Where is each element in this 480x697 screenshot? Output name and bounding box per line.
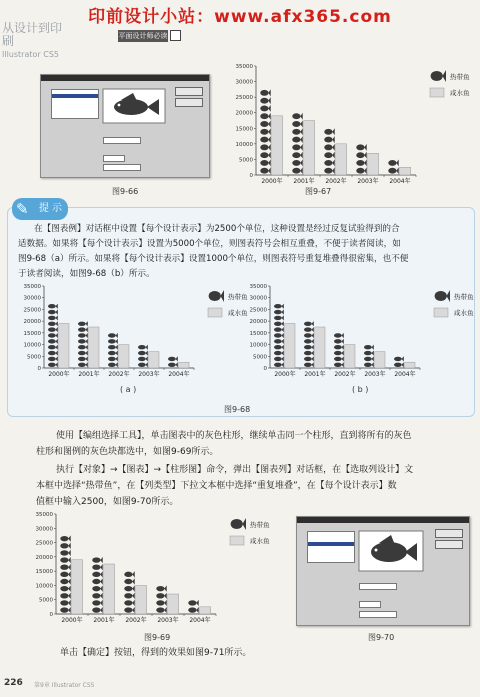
- book-title-line1: 从设计到印刷: [2, 21, 63, 48]
- caption-fig68b: ( b ): [352, 385, 369, 394]
- fish-icon: [274, 309, 284, 314]
- y-tick-label: 0: [263, 366, 267, 372]
- fish-icon: [388, 167, 398, 174]
- design-fraction-select[interactable]: [103, 164, 141, 171]
- fish-icon: [48, 362, 58, 367]
- fish-icon: [260, 144, 270, 151]
- fish-icon: [274, 321, 284, 326]
- fish-icon: [292, 121, 302, 128]
- p2-line: 执行【对象】→【图表】→【柱形图】命令，弹出【图表列】对话框，在【选取列设计】文: [56, 465, 414, 475]
- bar-hot: [394, 356, 404, 367]
- y-tick-label: 25000: [35, 540, 53, 547]
- x-tick-label: 2002年: [334, 371, 356, 378]
- fish-icon: [394, 362, 404, 367]
- fish-icon: [60, 550, 70, 556]
- bar-salt: [285, 323, 295, 368]
- y-tick-label: 5000: [239, 157, 253, 164]
- fish-icon: [188, 607, 198, 613]
- fish-icon: [108, 356, 118, 361]
- fish-icon: [356, 152, 366, 159]
- fish-icon: [356, 167, 366, 174]
- y-tick-label: 35000: [23, 284, 41, 290]
- y-tick-label: 5000: [39, 597, 53, 604]
- selected-list-item[interactable]: [52, 94, 98, 98]
- y-tick-label: 10000: [23, 342, 41, 349]
- fish-icon: [260, 121, 270, 128]
- fish-icon: [78, 333, 88, 338]
- fish-icon: [324, 144, 334, 151]
- fish-icon: [108, 333, 118, 338]
- column-type-select[interactable]: [359, 583, 397, 590]
- bar-salt: [89, 327, 99, 368]
- fish-icon: [124, 578, 134, 584]
- fish-icon: [60, 600, 70, 606]
- x-tick-label: 2004年: [389, 178, 411, 185]
- tip-text: [18, 222, 472, 282]
- fish-icon: [92, 578, 102, 584]
- fish-icon: [274, 362, 284, 367]
- bar-hot: [124, 571, 134, 613]
- fish-icon: [274, 327, 284, 332]
- tip-line: 于读者阅读，如图9-68（b）所示。: [18, 269, 155, 279]
- fish-icon: [124, 593, 134, 599]
- fish-icon: [274, 304, 284, 309]
- caption-fig70: 图9-70: [368, 633, 395, 642]
- fish-icon: [292, 136, 302, 143]
- fish-icon: [48, 327, 58, 332]
- fish-icon: [292, 128, 302, 135]
- column-design-list[interactable]: [307, 531, 355, 563]
- fish-icon: [92, 571, 102, 577]
- fish-icon: [394, 356, 404, 361]
- y-tick-label: 15000: [23, 330, 41, 337]
- bar-salt: [345, 345, 355, 368]
- fish-icon: [356, 144, 366, 151]
- fish-icon: [304, 339, 314, 344]
- legend-salt-swatch: [230, 536, 244, 545]
- fish-icon: [92, 607, 102, 613]
- legend-salt-label: 咸水鱼: [250, 537, 270, 545]
- x-tick-label: 2003年: [157, 617, 179, 624]
- tip-line: 在【图表例】对话框中设置【每个设计表示】为2500个单位，这种设置是经过反复试验得到的合: [34, 224, 400, 234]
- bar-hot: [260, 89, 270, 174]
- bar-salt: [315, 327, 325, 368]
- fish-icon: [48, 356, 58, 361]
- fish-icon: [108, 350, 118, 355]
- fish-icon: [78, 321, 88, 326]
- chart-column-dialog-fig66: [40, 74, 210, 178]
- fish-icon: [48, 304, 58, 309]
- fish-icon: [274, 315, 284, 320]
- x-tick-label: 2001年: [293, 178, 315, 185]
- fish-icon: [156, 585, 166, 591]
- fish-icon: [334, 350, 344, 355]
- tip-badge: 提 示: [12, 198, 68, 220]
- fish-icon: [334, 356, 344, 361]
- y-tick-label: 10000: [249, 342, 267, 349]
- fish-icon: [78, 362, 88, 367]
- fish-icon: [60, 585, 70, 591]
- fish-icon: [78, 345, 88, 350]
- fish-icon: [108, 362, 118, 367]
- y-tick-label: 35000: [35, 512, 53, 518]
- bar-hot: [356, 144, 366, 174]
- bar-hot: [60, 535, 70, 613]
- fish-icon: [78, 350, 88, 355]
- y-tick-label: 0: [249, 173, 253, 179]
- legend-hot-label: 热带鱼: [250, 521, 270, 529]
- fish-icon: [108, 339, 118, 344]
- fish-icon: [60, 543, 70, 549]
- selected-list-item[interactable]: [308, 542, 354, 546]
- fish-icon: [124, 571, 134, 577]
- bar-salt: [72, 560, 83, 614]
- bar-hot: [168, 356, 178, 367]
- y-tick-label: 20000: [23, 319, 41, 326]
- fish-icon: [292, 113, 302, 120]
- fish-icon: [188, 600, 198, 606]
- fish-icon: [48, 339, 58, 344]
- fish-icon: [292, 167, 302, 174]
- legend-salt-swatch: [434, 308, 448, 317]
- p1-line: 使用【编组选择工具】，单击图表中的灰色柱形，继续单击同一个柱形，直到将所有的灰色: [56, 431, 412, 441]
- bar-hot: [48, 304, 58, 368]
- bar-hot: [108, 333, 118, 368]
- x-tick-label: 2004年: [394, 371, 416, 378]
- pencil-icon: ✎: [16, 200, 29, 218]
- bar-salt: [375, 352, 385, 368]
- legend-salt-label: 咸水鱼: [450, 89, 470, 97]
- fish-icon: [388, 159, 398, 166]
- fish-icon: [324, 167, 334, 174]
- fish-icon: [304, 350, 314, 355]
- bar-hot: [364, 345, 374, 368]
- x-tick-label: 2004年: [189, 617, 211, 624]
- fish-icon: [48, 321, 58, 326]
- x-tick-label: 2000年: [48, 371, 70, 378]
- fish-icon: [364, 362, 374, 367]
- fish-icon: [334, 333, 344, 338]
- x-tick-label: 2000年: [261, 178, 283, 185]
- y-tick-label: 10000: [235, 141, 253, 148]
- legend-hot-icon: [431, 70, 446, 82]
- fish-icon: [260, 89, 270, 96]
- fish-icon: [324, 136, 334, 143]
- cancel-button[interactable]: [175, 98, 203, 107]
- fish-icon: [364, 350, 374, 355]
- bar-salt: [119, 345, 129, 368]
- fish-icon: [124, 585, 134, 591]
- fish-icon: [304, 356, 314, 361]
- legend-salt-label: 咸水鱼: [454, 309, 474, 317]
- dialog-titlebar: [41, 75, 209, 81]
- y-tick-label: 5000: [27, 354, 41, 361]
- bar-salt: [336, 144, 347, 175]
- paragraph-1: [36, 428, 474, 460]
- fish-icon: [292, 144, 302, 151]
- bar-hot: [138, 345, 148, 368]
- fish-icon: [364, 356, 374, 361]
- fish-icon: [60, 535, 70, 541]
- bar-hot: [274, 304, 284, 368]
- fish-icon: [48, 315, 58, 320]
- y-tick-label: 0: [49, 612, 53, 618]
- caption-fig67: 图9-67: [305, 187, 332, 196]
- bar-hot: [78, 321, 88, 367]
- x-tick-label: 2002年: [125, 617, 147, 624]
- x-tick-label: 2001年: [304, 371, 326, 378]
- bar-salt: [368, 153, 379, 175]
- fish-icon: [356, 159, 366, 166]
- site-banner: 印前设计小站：www.afx365.com: [88, 7, 392, 27]
- y-tick-label: 25000: [23, 307, 41, 314]
- y-tick-label: 30000: [23, 295, 41, 302]
- y-tick-label: 20000: [35, 554, 53, 561]
- fish-icon: [260, 97, 270, 104]
- caption-fig68: 图9-68: [224, 405, 251, 414]
- bar-salt: [200, 607, 211, 614]
- section-tag: 平面设计师必读: [118, 32, 168, 40]
- y-tick-label: 15000: [35, 569, 53, 576]
- fish-icon: [168, 356, 178, 361]
- legend-hot-label: 热带鱼: [450, 73, 470, 81]
- fish-icon: [60, 593, 70, 599]
- x-tick-label: 2000年: [61, 617, 83, 624]
- bar-salt: [136, 585, 147, 614]
- legend-salt-swatch: [430, 88, 444, 97]
- bar-hot: [92, 557, 102, 613]
- fish-icon: [48, 345, 58, 350]
- fish-icon: [260, 105, 270, 112]
- fish-icon: [92, 564, 102, 570]
- fish-icon: [364, 345, 374, 350]
- fish-preview: [103, 89, 165, 123]
- bar-hot: [292, 113, 302, 175]
- fish-icon: [260, 159, 270, 166]
- fish-icon: [156, 607, 166, 613]
- chart-column-dialog-fig70: [296, 516, 470, 626]
- p1-line: 柱形和图例的灰色块都选中，如图9-69所示。: [36, 447, 219, 457]
- bar-hot: [334, 333, 344, 368]
- bar-hot: [304, 321, 314, 367]
- fish-icon: [304, 345, 314, 350]
- y-tick-label: 0: [37, 366, 41, 372]
- y-tick-label: 10000: [35, 583, 53, 590]
- bar-salt: [179, 362, 189, 368]
- column-design-list[interactable]: [51, 89, 99, 119]
- y-tick-label: 20000: [249, 319, 267, 326]
- legend-hot-icon: [209, 290, 224, 302]
- y-tick-label: 30000: [249, 295, 267, 302]
- column-type-select[interactable]: [103, 137, 141, 144]
- fish-icon: [324, 128, 334, 135]
- p2-line: 本框中选择“热带鱼”，在【列类型】下拉文本框中选择“重复堆叠”，在【每个设计表示】数: [36, 481, 397, 491]
- units-per-design-input[interactable]: [359, 601, 381, 608]
- fish-icon: [274, 333, 284, 338]
- bar-salt: [59, 323, 69, 368]
- bar-salt: [405, 362, 415, 368]
- fish-icon: [60, 578, 70, 584]
- x-tick-label: 2000年: [274, 371, 296, 378]
- tip-line: 适数据。如果将【每个设计表示】设置为5000个单位，则图表符号会相互重叠，不便于读者阅读，如: [18, 239, 401, 249]
- fish-icon: [274, 345, 284, 350]
- fish-icon: [274, 350, 284, 355]
- fish-icon: [124, 607, 134, 613]
- fish-icon: [48, 350, 58, 355]
- y-tick-label: 35000: [249, 284, 267, 290]
- fish-icon: [92, 593, 102, 599]
- chart-fig68a: [16, 282, 248, 382]
- legend-hot-label: 热带鱼: [454, 293, 474, 301]
- section-square-icon: [170, 30, 181, 41]
- fish-icon: [92, 585, 102, 591]
- x-tick-label: 2003年: [364, 371, 386, 378]
- fish-icon: [48, 333, 58, 338]
- fish-icon: [334, 339, 344, 344]
- fish-icon: [60, 607, 70, 613]
- bar-hot: [156, 585, 166, 613]
- chart-fig69: [20, 508, 270, 628]
- legend-hot-label: 热带鱼: [228, 293, 248, 301]
- y-tick-label: 30000: [35, 526, 53, 533]
- fish-icon: [292, 159, 302, 166]
- fish-icon: [48, 309, 58, 314]
- fish-icon: [260, 128, 270, 135]
- bar-salt: [149, 352, 159, 368]
- y-tick-label: 25000: [249, 307, 267, 314]
- y-tick-label: 5000: [253, 354, 267, 361]
- fish-icon: [260, 136, 270, 143]
- x-tick-label: 2002年: [325, 178, 347, 185]
- x-tick-label: 2001年: [93, 617, 115, 624]
- fish-icon: [156, 600, 166, 606]
- fish-icon: [304, 321, 314, 326]
- x-tick-label: 2004年: [168, 371, 190, 378]
- bar-salt: [272, 116, 283, 175]
- units-per-design-input[interactable]: [103, 155, 125, 162]
- chart-fig67: [220, 60, 470, 190]
- fish-icon: [334, 345, 344, 350]
- caption-fig69: 图9-69: [144, 633, 171, 642]
- fish-icon: [334, 362, 344, 367]
- y-tick-label: 20000: [235, 110, 253, 117]
- caption-fig66: 图9-66: [112, 187, 139, 196]
- y-tick-label: 15000: [235, 126, 253, 133]
- legend-hot-icon: [231, 518, 246, 530]
- fish-icon: [168, 362, 178, 367]
- fish-icon: [78, 356, 88, 361]
- fish-icon: [60, 557, 70, 563]
- bar-salt: [304, 121, 315, 176]
- fish-icon: [138, 362, 148, 367]
- fish-icon: [324, 159, 334, 166]
- fish-icon: [60, 564, 70, 570]
- fish-icon: [78, 327, 88, 332]
- y-tick-label: 15000: [249, 330, 267, 337]
- x-tick-label: 2001年: [78, 371, 100, 378]
- fish-icon: [138, 345, 148, 350]
- fish-icon: [260, 152, 270, 159]
- y-tick-label: 25000: [235, 95, 253, 102]
- fish-icon: [304, 362, 314, 367]
- fish-icon: [260, 167, 270, 174]
- caption-fig68a: ( a ): [120, 385, 137, 394]
- chart-fig68b: [238, 282, 474, 382]
- legend-hot-icon: [435, 290, 450, 302]
- bar-hot: [388, 159, 398, 174]
- x-tick-label: 2002年: [108, 371, 130, 378]
- bar-salt: [168, 594, 179, 614]
- fish-icon: [108, 345, 118, 350]
- y-tick-label: 30000: [235, 79, 253, 86]
- fish-icon: [124, 600, 134, 606]
- bar-salt: [104, 564, 115, 614]
- fish-icon: [138, 356, 148, 361]
- cancel-button[interactable]: [435, 540, 463, 549]
- fish-icon: [138, 350, 148, 355]
- fish-icon: [274, 356, 284, 361]
- tip-line: 图9-68（a）所示。如果将【每个设计表示】设置1000个单位，则图表符号重复堆叠得很密集，也不便: [18, 254, 409, 264]
- fish-icon: [292, 152, 302, 159]
- fish-icon: [324, 152, 334, 159]
- footer-text: 第9章 Illustrator CS5: [34, 682, 95, 689]
- ok-button[interactable]: [175, 87, 203, 96]
- ok-button[interactable]: [435, 529, 463, 538]
- fish-icon: [156, 593, 166, 599]
- y-tick-label: 35000: [235, 64, 253, 70]
- x-tick-label: 2003年: [138, 371, 160, 378]
- legend-salt-label: 咸水鱼: [228, 309, 248, 317]
- book-title-line2: Illustrator CS5: [2, 50, 59, 59]
- bar-hot: [324, 128, 334, 174]
- paragraph-3: 单击【确定】按钮，得到的效果如图9-71所示。: [60, 648, 252, 658]
- fish-icon: [304, 333, 314, 338]
- paragraph-2: [36, 462, 474, 510]
- design-fraction-select[interactable]: [359, 611, 397, 618]
- legend-salt-swatch: [208, 308, 222, 317]
- dialog-titlebar: [297, 517, 469, 523]
- bar-salt: [400, 167, 411, 175]
- fish-preview: [359, 531, 423, 571]
- bar-hot: [188, 600, 198, 614]
- fish-icon: [92, 600, 102, 606]
- fish-icon: [304, 327, 314, 332]
- x-tick-label: 2003年: [357, 178, 379, 185]
- fish-icon: [274, 339, 284, 344]
- page-number: 226: [4, 678, 23, 688]
- fish-icon: [92, 557, 102, 563]
- fish-icon: [260, 113, 270, 120]
- fish-icon: [60, 571, 70, 577]
- book-title: [2, 21, 72, 59]
- p2-line: 值框中输入2500，如图9-70所示。: [36, 497, 179, 507]
- fish-icon: [78, 339, 88, 344]
